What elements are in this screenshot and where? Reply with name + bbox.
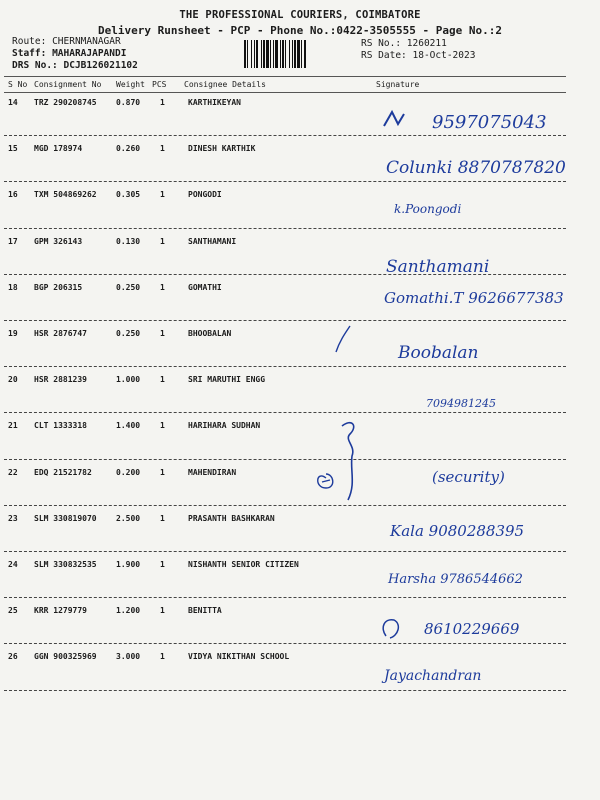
staff-value: MAHARAJAPANDI bbox=[52, 48, 127, 59]
barcode-bar bbox=[247, 40, 248, 68]
row-consignee: BENITTA bbox=[188, 606, 222, 616]
drs-line bbox=[12, 60, 138, 71]
col-weight: Weight bbox=[116, 80, 145, 89]
row-weight: 0.870 bbox=[116, 98, 141, 107]
row-separator bbox=[4, 320, 566, 321]
row-weight: 0.305 bbox=[116, 190, 141, 200]
row-pcs: 1 bbox=[160, 190, 165, 200]
barcode-bar bbox=[304, 40, 306, 68]
row-sno: 21 bbox=[8, 421, 18, 431]
row-pcs: 1 bbox=[160, 375, 165, 385]
barcode-bar bbox=[294, 40, 296, 68]
row-weight: 2.500 bbox=[116, 513, 141, 523]
row-pcs: 1 bbox=[160, 513, 165, 523]
row-consignment: TRZ 290208745 bbox=[34, 98, 97, 107]
col-pcs: PCS bbox=[152, 80, 167, 89]
barcode-bar bbox=[266, 40, 269, 68]
row-pcs: 1 bbox=[160, 560, 165, 569]
company-title: THE PROFESSIONAL COURIERS, COIMBATORE bbox=[179, 9, 421, 21]
row-consignee: HARIHARA SUDHAN bbox=[188, 421, 261, 431]
barcode-bar bbox=[270, 40, 271, 68]
row-separator bbox=[4, 135, 566, 136]
row-separator bbox=[4, 551, 566, 552]
signature-text: Gomathi.T 9626677383 bbox=[384, 288, 564, 307]
row-sno: 16 bbox=[8, 190, 18, 200]
barcode-bar bbox=[301, 40, 302, 68]
row-consignment: HSR 2881239 bbox=[34, 375, 87, 385]
rs-date-value: 18-Oct-2023 bbox=[412, 50, 476, 61]
row-weight: 3.000 bbox=[116, 652, 141, 662]
col-consignment: Consignment No bbox=[34, 80, 102, 89]
row-pcs: 1 bbox=[160, 236, 165, 246]
row-weight: 0.130 bbox=[116, 236, 141, 246]
signature-text: 8610229669 bbox=[424, 620, 520, 639]
row-pcs: 1 bbox=[160, 606, 165, 616]
row-sno: 24 bbox=[8, 560, 18, 569]
row-separator bbox=[4, 690, 566, 691]
signature-text: 7094981245 bbox=[426, 397, 496, 411]
rs-date-line bbox=[361, 50, 475, 61]
row-sno: 18 bbox=[8, 282, 18, 292]
barcode-bar bbox=[251, 40, 252, 68]
barcode-bar bbox=[254, 40, 255, 68]
signature-text: Santhamani bbox=[386, 256, 490, 277]
rs-no-value: 1260211 bbox=[406, 38, 447, 49]
row-sno: 26 bbox=[8, 652, 18, 662]
barcode-bar bbox=[261, 40, 262, 68]
barcode-bar bbox=[292, 40, 293, 68]
row-consignee: BHOOBALAN bbox=[188, 329, 232, 338]
route-line bbox=[12, 36, 121, 47]
row-weight: 1.200 bbox=[116, 606, 141, 616]
barcode-bar bbox=[256, 40, 258, 68]
row-consignee: VIDYA NIKITHAN SCHOOL bbox=[188, 652, 290, 662]
row-consignment: SLM 330832535 bbox=[34, 560, 97, 569]
signature-text: Kala 9080288395 bbox=[390, 521, 525, 540]
row-weight: 0.250 bbox=[116, 329, 141, 338]
col-sno: S No bbox=[8, 80, 28, 89]
signature-text: Colunki 8870787820 bbox=[386, 158, 566, 179]
signature-text: k.Poongodi bbox=[394, 202, 462, 217]
row-consignment: MGD 178974 bbox=[34, 144, 83, 154]
row-separator bbox=[4, 412, 566, 413]
row-separator bbox=[4, 181, 566, 182]
barcode-bar bbox=[273, 40, 274, 68]
row-separator bbox=[4, 366, 566, 367]
row-weight: 0.260 bbox=[116, 144, 141, 154]
row-consignment: EDQ 21521782 bbox=[34, 467, 92, 477]
row-weight: 1.000 bbox=[116, 375, 141, 385]
barcode-bar bbox=[280, 40, 281, 68]
row-consignee: KARTHIKEYAN bbox=[188, 98, 241, 107]
barcode-bar bbox=[282, 40, 284, 68]
col-consignee: Consignee Details bbox=[184, 80, 266, 89]
row-weight: 0.250 bbox=[116, 282, 141, 292]
staff-label: Staff: bbox=[12, 48, 47, 59]
route-label: Route: bbox=[12, 36, 47, 47]
row-sno: 17 bbox=[8, 236, 18, 246]
rs-date-label: RS Date: bbox=[361, 50, 407, 61]
row-separator bbox=[4, 459, 566, 460]
row-weight: 1.900 bbox=[116, 560, 141, 569]
row-sno: 22 bbox=[8, 467, 18, 477]
route-value: CHERNMANAGAR bbox=[52, 36, 121, 47]
runsheet-subtitle: Delivery Runsheet - PCP - Phone No.:0422-3505555 - Page No.:2 bbox=[98, 24, 502, 37]
signature-text: (security) bbox=[432, 467, 505, 486]
signature-text: 9597075043 bbox=[432, 112, 547, 133]
row-pcs: 1 bbox=[160, 98, 165, 107]
row-consignment: HSR 2876747 bbox=[34, 329, 87, 338]
row-consignee: PONGODI bbox=[188, 190, 222, 200]
row-pcs: 1 bbox=[160, 652, 165, 662]
row-consignee: DINESH KARTHIK bbox=[188, 144, 256, 154]
barcode-bar bbox=[289, 40, 290, 68]
row-consignment: BGP 206315 bbox=[34, 282, 83, 292]
row-consignment: GGN 900325969 bbox=[34, 652, 97, 662]
row-consignee: SRI MARUTHI ENGG bbox=[188, 375, 266, 385]
row-consignee: PRASANTH BASHKARAN bbox=[188, 513, 275, 523]
header-bottom-rule bbox=[4, 92, 566, 93]
row-sno: 15 bbox=[8, 144, 18, 154]
header-top-rule bbox=[4, 76, 566, 77]
row-sno: 25 bbox=[8, 606, 18, 616]
row-separator bbox=[4, 505, 566, 506]
row-consignment: TXM 504869262 bbox=[34, 190, 97, 200]
col-signature: Signature bbox=[376, 80, 420, 89]
row-consignment: SLM 330819070 bbox=[34, 513, 97, 523]
row-sno: 20 bbox=[8, 375, 18, 385]
row-consignee: GOMATHI bbox=[188, 282, 222, 292]
row-separator bbox=[4, 597, 566, 598]
barcode-bar bbox=[297, 40, 300, 68]
row-weight: 1.400 bbox=[116, 421, 141, 431]
row-pcs: 1 bbox=[160, 329, 165, 338]
row-pcs: 1 bbox=[160, 144, 165, 154]
rs-no-label: RS No.: bbox=[361, 38, 402, 49]
drs-label: DRS No.: bbox=[12, 60, 58, 71]
rs-no-line bbox=[361, 38, 447, 49]
row-pcs: 1 bbox=[160, 421, 165, 431]
signature-text: Boobalan bbox=[398, 343, 479, 363]
row-separator bbox=[4, 228, 566, 229]
row-consignee: NISHANTH SENIOR CITIZEN bbox=[188, 560, 299, 569]
row-pcs: 1 bbox=[160, 282, 165, 292]
signature-text: Jayachandran bbox=[384, 668, 482, 685]
barcode-bar bbox=[263, 40, 265, 68]
staff-line bbox=[12, 48, 126, 59]
row-consignment: CLT 1333318 bbox=[34, 421, 87, 431]
row-separator bbox=[4, 643, 566, 644]
barcode-bar bbox=[244, 40, 246, 68]
row-sno: 14 bbox=[8, 98, 18, 107]
barcode-bar bbox=[285, 40, 286, 68]
barcode-image bbox=[244, 40, 350, 68]
drs-value: DCJB126021102 bbox=[63, 60, 138, 71]
row-pcs: 1 bbox=[160, 467, 165, 477]
row-sno: 23 bbox=[8, 513, 18, 523]
barcode-bar bbox=[275, 40, 278, 68]
row-consignment: GPM 326143 bbox=[34, 236, 83, 246]
row-sno: 19 bbox=[8, 329, 18, 338]
row-consignee: SANTHAMANI bbox=[188, 236, 237, 246]
row-consignment: KRR 1279779 bbox=[34, 606, 87, 616]
signature-text: Harsha 9786544662 bbox=[388, 572, 523, 587]
row-consignee: MAHENDIRAN bbox=[188, 467, 237, 477]
row-weight: 0.200 bbox=[116, 467, 141, 477]
